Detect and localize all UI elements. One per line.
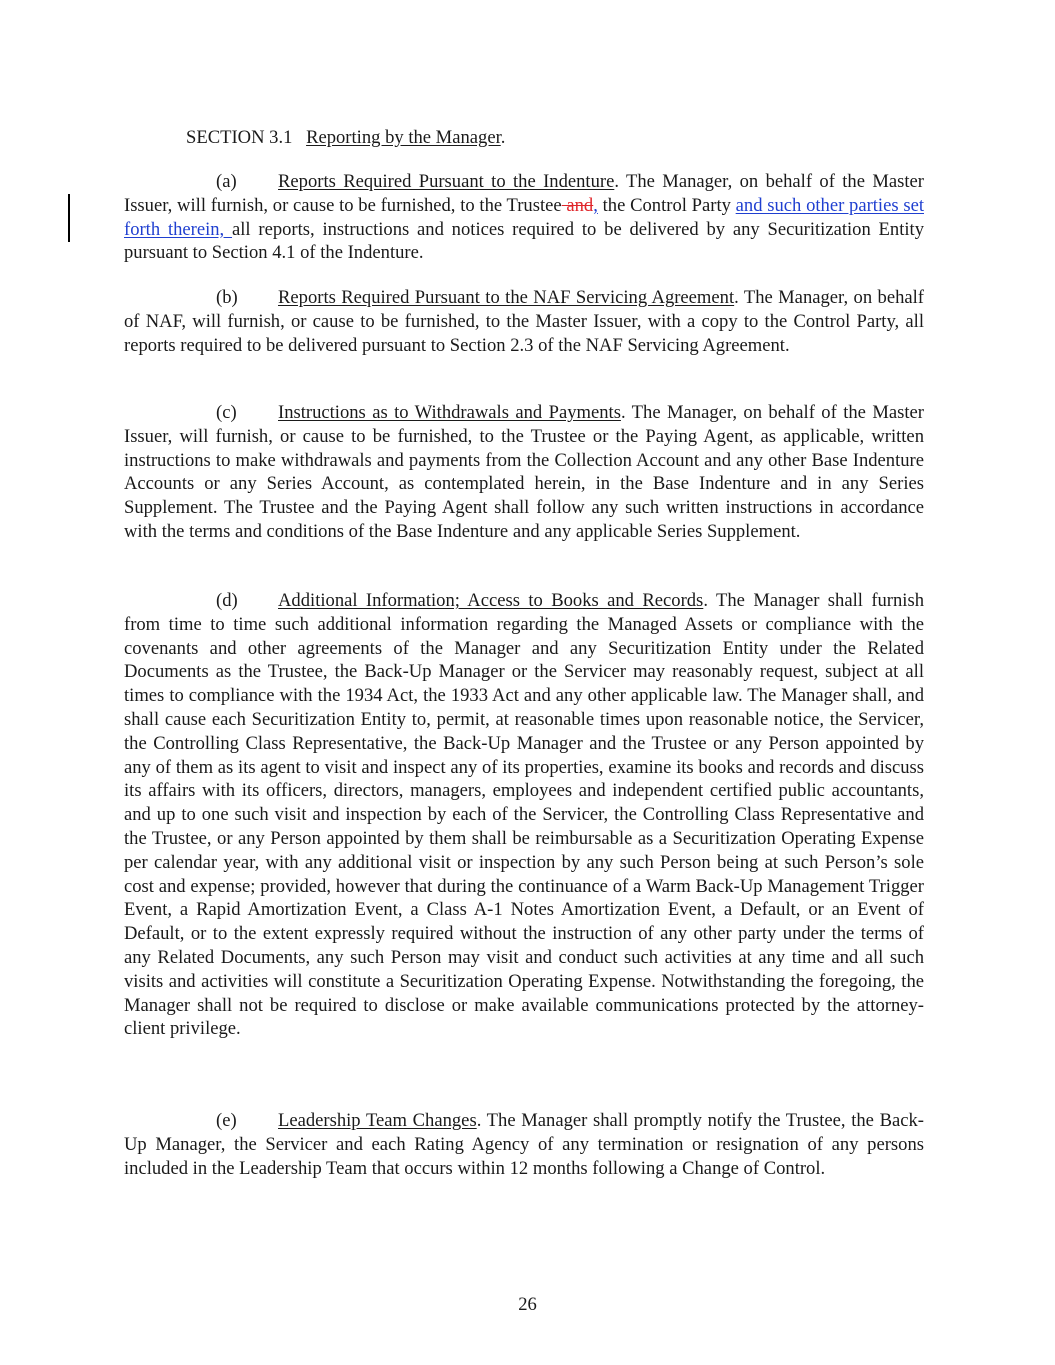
section-heading <box>186 126 505 150</box>
paragraph-d-heading: Additional Information; Access to Books and Records <box>278 590 704 611</box>
paragraph-a-inserted-text: and such other parties set forth therein, <box>124 194 924 240</box>
paragraph-d-label: (d) <box>216 590 238 611</box>
paragraph-a-inserted-comma: , <box>593 194 598 216</box>
section-number: SECTION 3.1 <box>186 127 293 148</box>
paragraph-e-label: (e) <box>216 1110 237 1131</box>
page-number: 26 <box>518 1294 537 1315</box>
paragraph-e-text: . The Manager shall promptly notify the Trustee, the Back-Up Manager, the Servicer and each Rating Agency of any termination or resignation of any persons included in the Leadership Team that occurs within 12 months following a Change of Control. <box>124 1110 924 1179</box>
paragraph-a-text-2: the Control Party <box>597 194 736 216</box>
paragraph-e-heading: Leadership Team Changes <box>278 1110 477 1131</box>
paragraph-b-heading: Reports Required Pursuant to the NAF Servicing Agreement <box>278 287 735 308</box>
paragraph-a <box>124 170 924 265</box>
revision-change-bar <box>68 194 70 242</box>
paragraph-a-heading: Reports Required Pursuant to the Indenture <box>278 171 615 192</box>
paragraph-d-text: . The Manager shall furnish from time to time such additional information regarding the Managed Assets or compliance with the covenants and other agreements of the Manager and any Securitization Entity under the Related Documents as the Trustee, the Back-Up Manager or the Servicer may reasonably request, subject at all times to compliance with the 1934 Act, the 1933 Act and any other applicable law. The Manager shall, and shall cause each Securitization Entity to, permit, at reasonable times upon reasonable notice, the Servicer, the Controlling Class Representative, the Back-Up Manager and the Trustee or any Person appointed by any of them as its agent to visit and inspect any of its properties, examine its books and records and discuss its affairs with its officers, directors, managers, employees and independent certified public accountants, and up to one such visit and inspection by each of the Servicer, the Controlling Class Representative and the Trustee, or any Person appointed by them shall be reimbursable as a Securitization Operating Expense per calendar year, with any additional visit or inspection by any such Person being at such Person’s sole cost and expense; provided, however that during the continuance of a Warm Back-Up Management Trigger Event, a Rapid Amortization Event, a Class A-1 Notes Amortization Event, a Default, or an Event of Default, or to the extent expressly required without the instruction of any other party under the terms of any Related Documents, any such Person may visit and conduct such activities at any time and all such visits and activities will constitute a Securitization Operating Expense. Notwithstanding the foregoing, the Manager shall not be required to disclose or make available communications protected by the attorney- client privilege. <box>124 590 924 1040</box>
paragraph-c-heading: Instructions as to Withdrawals and Payments <box>278 402 621 423</box>
paragraph-c-text: . The Manager, on behalf of the Master Issuer, will furnish, or cause to be furnished, to the Trustee or the Paying Agent, as applicable, written instructions to make withdrawals and payments from the Collection Account and any other Base Indenture Accounts or any Series Account, as contemplated herein, in the Base Indenture and in any Series Supplement. The Trustee and the Paying Agent shall follow any such written instructions in accordance with the terms and conditions of the Base Indenture and any applicable Series Supplement. <box>124 402 924 542</box>
paragraph-a-deleted-text: and <box>561 194 594 216</box>
paragraph-b <box>124 286 924 357</box>
section-title-end: . <box>500 127 506 148</box>
paragraph-b-text: . The Manager, on behalf of NAF, will furnish, or cause to be furnished, to the Master Issuer, with a copy to the Control Party, all reports required to be delivered pursuant to Section 2.3 of the NAF Servicing Agreement. <box>124 287 924 356</box>
paragraph-a-text-1: . The Manager, on behalf of the Master Issuer, will furnish, or cause to be furnished, to the Trustee <box>124 171 924 216</box>
paragraph-d <box>124 589 924 1041</box>
paragraph-c <box>124 401 924 544</box>
paragraph-a-text-3: all reports, instructions and notices required to be delivered by any Securitization Entity pursuant to Section 4.1 of the Indenture. <box>124 218 924 264</box>
paragraph-c-label: (c) <box>216 402 237 423</box>
paragraph-b-label: (b) <box>216 287 238 308</box>
paragraph-a-label: (a) <box>216 171 237 192</box>
paragraph-e <box>124 1109 924 1180</box>
section-title: Reporting by the Manager <box>306 127 501 148</box>
